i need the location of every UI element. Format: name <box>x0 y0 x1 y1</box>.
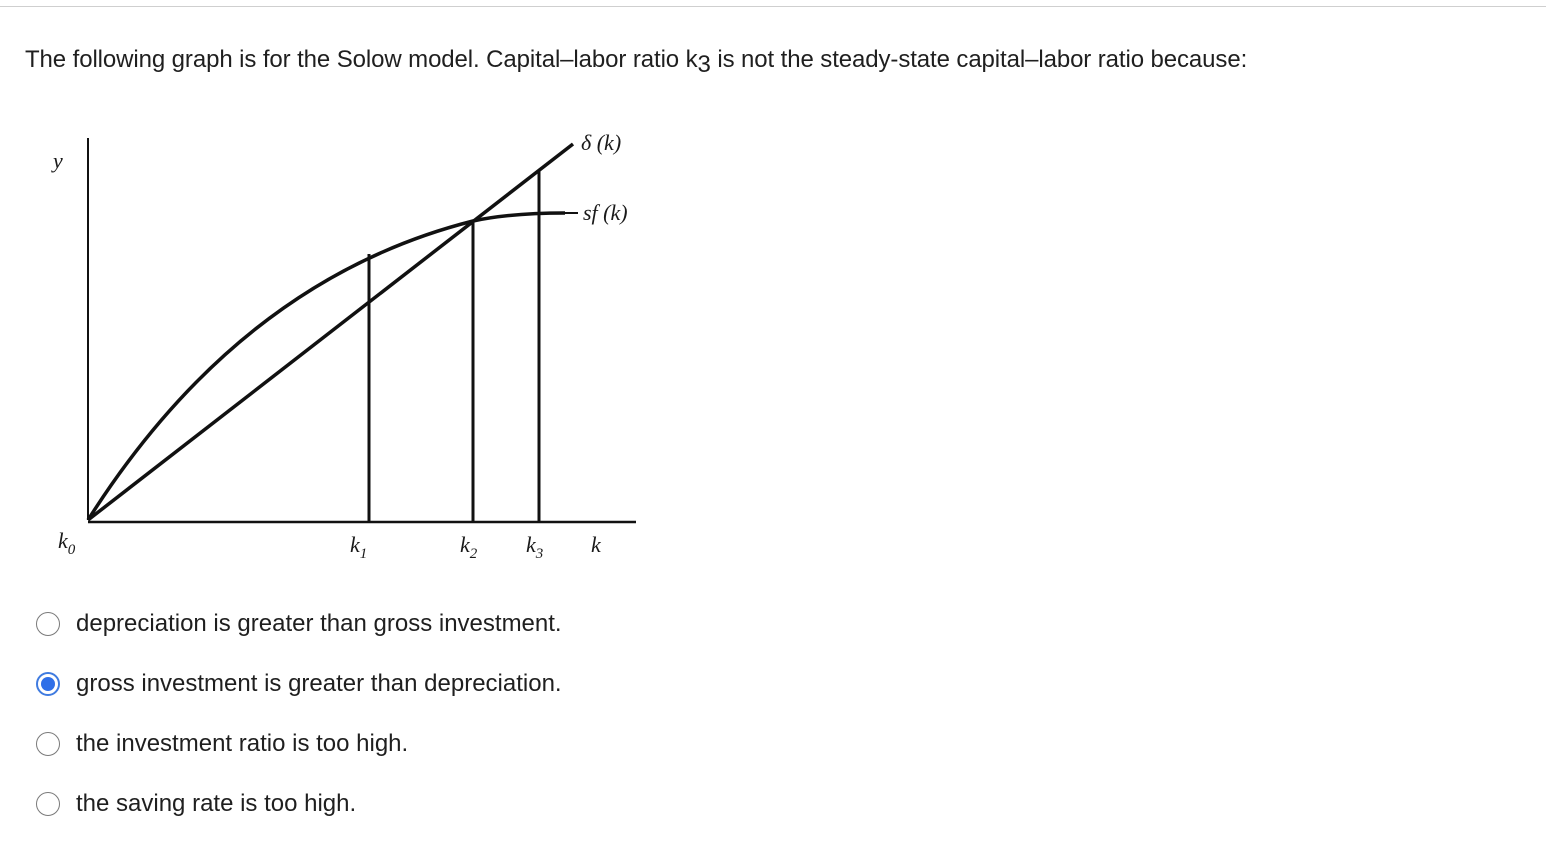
question-subscript: 3 <box>697 51 711 78</box>
origin-label: $k_0$ <box>58 528 76 558</box>
radio-button[interactable] <box>36 732 60 756</box>
option-saving-rate-high[interactable] <box>36 789 356 819</box>
x-axis-label: k <box>591 532 601 557</box>
option-investment-greater[interactable] <box>36 669 562 699</box>
tick-label-k1: $k_1$ <box>350 532 368 562</box>
radio-button[interactable] <box>36 792 60 816</box>
option-label: the investment ratio is too high. <box>76 730 409 757</box>
solow-graph <box>40 120 660 580</box>
option-investment-ratio-high[interactable] <box>36 729 408 759</box>
radio-button[interactable] <box>36 612 60 636</box>
question-text-before: The following graph is for the Solow model. Capital–labor ratio k <box>25 46 698 73</box>
radio-button-selected[interactable] <box>36 672 60 696</box>
question-text-after: is not the steady-state capital–labor ratio because: <box>710 46 1248 73</box>
investment-curve-label: sf (k) <box>583 200 628 225</box>
top-divider <box>0 6 1546 7</box>
question-text <box>25 46 1248 78</box>
depreciation-curve-label: δ (k) <box>581 130 622 155</box>
option-label: gross investment is greater than depreciation. <box>76 670 562 697</box>
y-axis-label: y <box>53 148 63 173</box>
depreciation-line <box>88 144 573 520</box>
option-label: depreciation is greater than gross investment. <box>76 610 562 637</box>
option-depreciation-greater[interactable] <box>36 609 562 639</box>
tick-label-k2: $k_2$ <box>460 532 478 562</box>
option-label: the saving rate is too high. <box>76 790 357 817</box>
sf-k-curve <box>88 213 565 520</box>
tick-label-k3: $k_3$ <box>526 532 544 562</box>
